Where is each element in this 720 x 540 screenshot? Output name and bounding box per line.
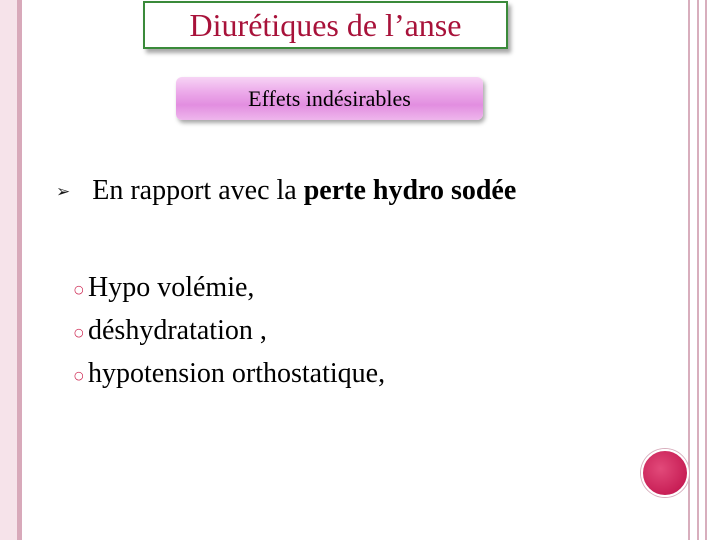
sub-bullet-text: Hypo volémie, (88, 271, 255, 303)
right-decor-line (688, 0, 690, 540)
right-decor-line (697, 0, 699, 540)
main-bullet-text-bold: perte hydro sodée (303, 175, 517, 206)
small-circle-bullet-icon: ○ (74, 326, 84, 339)
main-bullet-text-normal: En rapport avec la (92, 175, 304, 206)
subtitle-box (176, 77, 483, 120)
left-border-line (17, 0, 22, 540)
main-bullet (56, 175, 516, 207)
small-circle-bullet-icon: ○ (74, 369, 84, 382)
left-border-strip (0, 0, 17, 540)
list-item (74, 352, 385, 395)
decorative-circle (641, 449, 689, 497)
slide-subtitle: Effets indésirables (248, 85, 411, 111)
sub-bullet-text: déshydratation , (88, 314, 267, 346)
arrow-bullet-icon: ➢ (56, 182, 71, 202)
sub-bullet-list (74, 266, 385, 395)
list-item (74, 309, 385, 352)
sub-bullet-text: hypotension orthostatique, (88, 357, 386, 389)
right-decor-line (705, 0, 707, 540)
list-item (74, 266, 385, 309)
slide-title: Diurétiques de l’anse (189, 6, 462, 43)
title-box (143, 1, 508, 49)
small-circle-bullet-icon: ○ (74, 283, 84, 296)
main-bullet-text (92, 175, 516, 207)
